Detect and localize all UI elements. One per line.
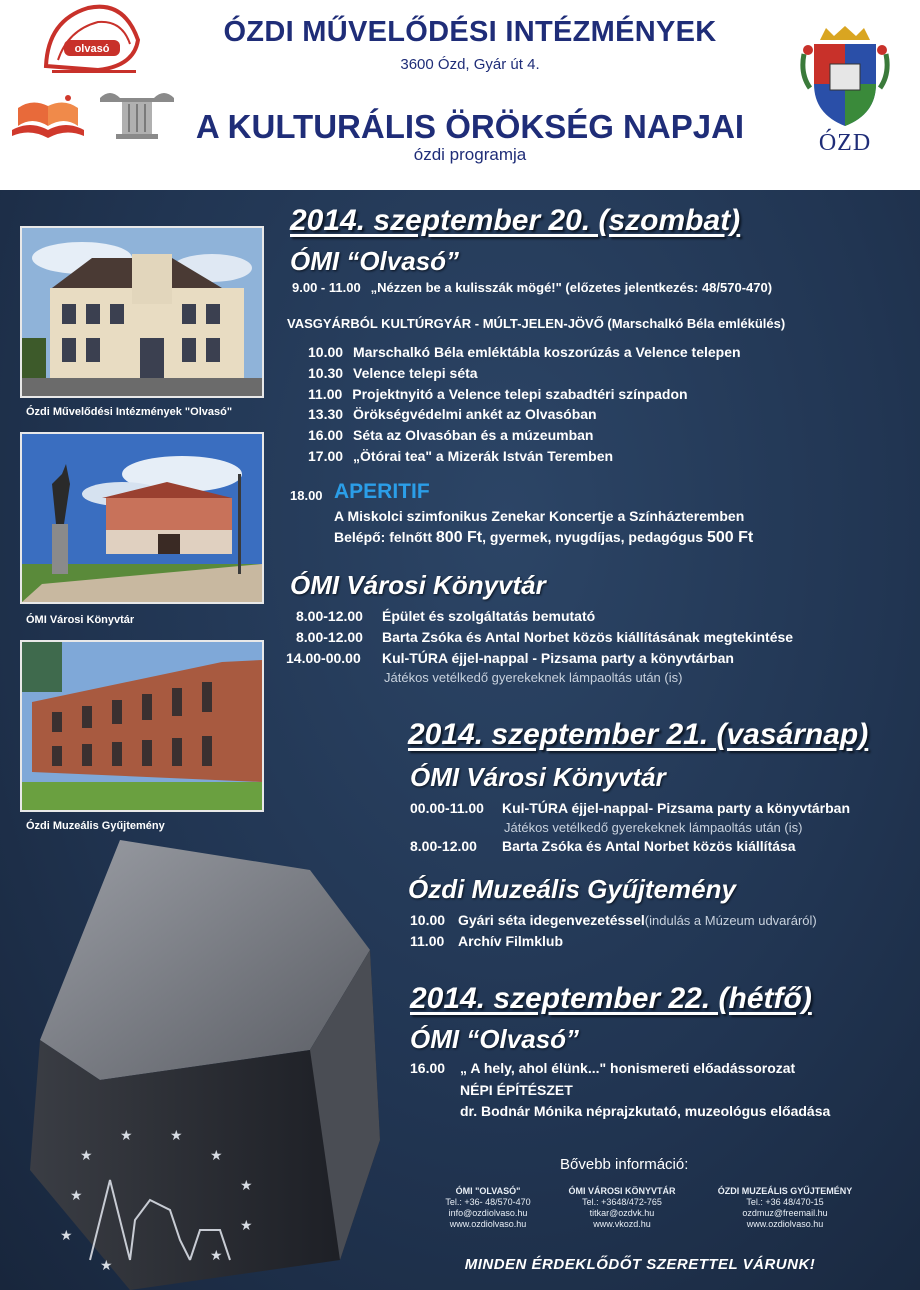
- info-library-phone: Tel.: +3648/472-765: [582, 1197, 662, 1207]
- day2-museum-item-1: [410, 933, 563, 949]
- aperitif-time: 18.00: [290, 488, 323, 503]
- photo-library: [20, 432, 264, 604]
- svg-text:★: ★: [240, 1177, 253, 1193]
- info-heading: Bővebb információ:: [560, 1156, 689, 1173]
- svg-text:★: ★: [100, 1257, 113, 1273]
- item-text: „Ötórai tea" a Mizerák István Teremben: [353, 448, 614, 464]
- day2-library-note: Játékos vetélkedő gyerekeknek lámpaoltás után (is): [504, 820, 803, 835]
- day1-item-4: [308, 427, 593, 443]
- day1-item-0: [308, 344, 741, 360]
- photo-museum-caption: Ózdi Muzeális Gyűjtemény: [26, 820, 165, 832]
- svg-text:★: ★: [210, 1247, 223, 1263]
- footer-welcome: MINDEN ÉRDEKLŐDŐT SZERETTEL VÁRUNK!: [464, 1256, 816, 1273]
- info-olvaso-title: ÓMI "OLVASÓ": [455, 1186, 521, 1196]
- item-time: 10.00: [410, 912, 446, 928]
- info-museum-title: ÓZDI MUZEÁLIS GYŰJTEMÉNY: [717, 1186, 853, 1196]
- item-time: 00.00-11.00: [410, 800, 484, 816]
- item-text: Archív Filmklub: [458, 933, 564, 949]
- item-text: Épület és szolgáltatás bemutató: [382, 608, 596, 624]
- info-museum-web: www.ozdiolvaso.hu: [746, 1219, 824, 1229]
- day1-date: 2014. szeptember 20. (szombat): [290, 204, 741, 237]
- olvaso-logo-text: olvasó: [74, 43, 110, 55]
- day2-library-item-0: [410, 800, 850, 816]
- item-time: 11.00: [308, 386, 343, 402]
- info-olvaso-web: www.ozdiolvaso.hu: [449, 1219, 527, 1229]
- item-time: 10.30: [308, 365, 344, 381]
- item-time: 17.00: [308, 448, 344, 464]
- item-time: 16.00: [308, 427, 344, 443]
- day1-library-item-2: [286, 650, 734, 666]
- info-library-email: titkar@ozdvk.hu: [589, 1208, 655, 1218]
- svg-text:★: ★: [120, 1127, 133, 1143]
- item-text: Kul-TÚRA éjjel-nappal- Pizsama party a könyvtárban: [502, 800, 851, 816]
- coat-label: ÓZD: [818, 130, 872, 156]
- day1-olvaso-title: ÓMI “Olvasó”: [290, 246, 460, 276]
- photo-museum: [20, 640, 264, 812]
- item-text: Projektnyitó a Velence telepi szabadtéri színpadon: [352, 386, 688, 402]
- day1-library-note: Játékos vetélkedő gyerekeknek lámpaoltás után (is): [384, 670, 683, 685]
- event-title: A KULTURÁLIS ÖRÖKSÉG NAPJAI: [195, 108, 745, 145]
- item-text: „Nézzen be a kulisszák mögé!" (előzetes jelentkezés: 48/570-470): [370, 280, 773, 295]
- price-label-reduced: , gyermek, nyugdíjas, pedagógus: [482, 529, 707, 545]
- aperitif-concert: A Miskolci szimfonikus Zenekar Koncertje a Színházteremben: [334, 508, 745, 524]
- item-time: 8.00-12.00: [410, 838, 477, 854]
- item-extra: (indulás a Múzeum udvaráról): [644, 913, 817, 928]
- svg-text:★: ★: [70, 1187, 83, 1203]
- day2-museum-item-0: [410, 912, 817, 928]
- item-text: Gyári séta idegenvezetéssel: [458, 912, 645, 928]
- day1-item-1: [308, 365, 478, 381]
- item-time: 8.00-12.00: [296, 608, 363, 624]
- day3-line1: „ A hely, ahol élünk..." honismereti előadássorozat: [460, 1060, 796, 1076]
- photo-olvaso: [20, 226, 264, 398]
- item-time: 10.00: [308, 344, 344, 360]
- header: [0, 0, 920, 190]
- item-time: 11.00: [410, 933, 445, 949]
- info-museum: [700, 1186, 870, 1230]
- day3-time: 16.00: [410, 1060, 446, 1076]
- day2-library-item-1: [410, 838, 796, 854]
- item-text: Barta Zsóka és Antal Norbet közös kiállítása: [502, 838, 796, 854]
- info-library-web: www.vkozd.hu: [593, 1219, 651, 1229]
- price-reduced: 500 Ft: [706, 529, 754, 546]
- item-text: Velence telepi séta: [353, 365, 478, 381]
- info-library: [552, 1186, 692, 1230]
- info-library-title: ÓMI VÁROSI KÖNYVTÁR: [568, 1186, 676, 1196]
- book-logo: [8, 90, 88, 142]
- item-text: Marschalkó Béla emléktábla koszorúzás a Velence telepen: [353, 344, 741, 360]
- info-olvaso: [418, 1186, 558, 1230]
- photo-library-caption: ÓMI Városi Könyvtár: [26, 614, 135, 626]
- day1-item-3: [308, 406, 597, 422]
- svg-text:★: ★: [80, 1147, 93, 1163]
- info-olvaso-phone: Tel.: +36- 48/570-470: [445, 1197, 531, 1207]
- info-olvaso-email: info@ozdiolvaso.hu: [448, 1208, 528, 1218]
- svg-text:★: ★: [210, 1147, 223, 1163]
- day1-item-2: [308, 386, 688, 402]
- info-museum-email: ozdmuz@freemail.hu: [742, 1208, 828, 1218]
- item-text: Örökségvédelmi ankét az Olvasóban: [353, 406, 597, 422]
- institution-address: 3600 Ózd, Gyár út 4.: [400, 56, 540, 73]
- item-text: Séta az Olvasóban és a múzeumban: [353, 427, 594, 443]
- price-label-adult: Belépő: felnőtt: [334, 529, 436, 545]
- stone-sculpture: [10, 840, 410, 1290]
- program-area: [0, 190, 920, 1290]
- item-text: Barta Zsóka és Antal Norbet közös kiállításának megtekintése: [382, 629, 794, 645]
- day3-olvaso-title: ÓMI “Olvasó”: [410, 1024, 580, 1054]
- aperitif-title: APERITIF: [334, 480, 430, 503]
- event-subtitle: ózdi programja: [413, 145, 527, 164]
- day3-line3: dr. Bodnár Mónika néprajzkutató, muzeológus előadása: [460, 1103, 831, 1119]
- item-text: Kul-TÚRA éjjel-nappal - Pizsama party a könyvtárban: [382, 650, 734, 666]
- day3-date: 2014. szeptember 22. (hétfő): [410, 982, 812, 1015]
- day1-library-item-1: [296, 629, 793, 645]
- day1-item-5: [308, 448, 613, 464]
- day3-line2: NÉPI ÉPÍTÉSZET: [460, 1082, 573, 1098]
- svg-text:★: ★: [60, 1227, 73, 1243]
- aperitif-prices: [334, 529, 753, 547]
- photo-olvaso-caption: Ózdi Művelődési Intézmények "Olvasó": [26, 406, 233, 418]
- institution-title: ÓZDI MŰVELŐDÉSI INTÉZMÉNYEK: [223, 16, 717, 48]
- day2-library-title: ÓMI Városi Könyvtár: [410, 762, 666, 792]
- day1-library-item-0: [296, 608, 595, 624]
- svg-text:★: ★: [170, 1127, 183, 1143]
- item-time: 8.00-12.00: [296, 629, 363, 645]
- item-time: 9.00 - 11.00: [292, 280, 361, 295]
- day2-museum-title: Ózdi Muzeális Gyűjtemény: [408, 874, 736, 904]
- item-time: 14.00-00.00: [286, 650, 361, 666]
- day1-subheading: VASGYÁRBÓL KULTÚRGYÁR - MÚLT-JELEN-JÖVŐ (Marschalkó Béla emlékülés): [287, 316, 786, 331]
- item-time: 13.30: [308, 406, 344, 422]
- day1-library-title: ÓMI Városi Könyvtár: [290, 570, 546, 600]
- info-museum-phone: Tel.: +36 48/470-15: [746, 1197, 824, 1207]
- svg-text:★: ★: [240, 1217, 253, 1233]
- day1-olvaso-item: [292, 280, 772, 295]
- price-adult: 800 Ft: [435, 529, 483, 546]
- day2-date: 2014. szeptember 21. (vasárnap): [408, 718, 869, 751]
